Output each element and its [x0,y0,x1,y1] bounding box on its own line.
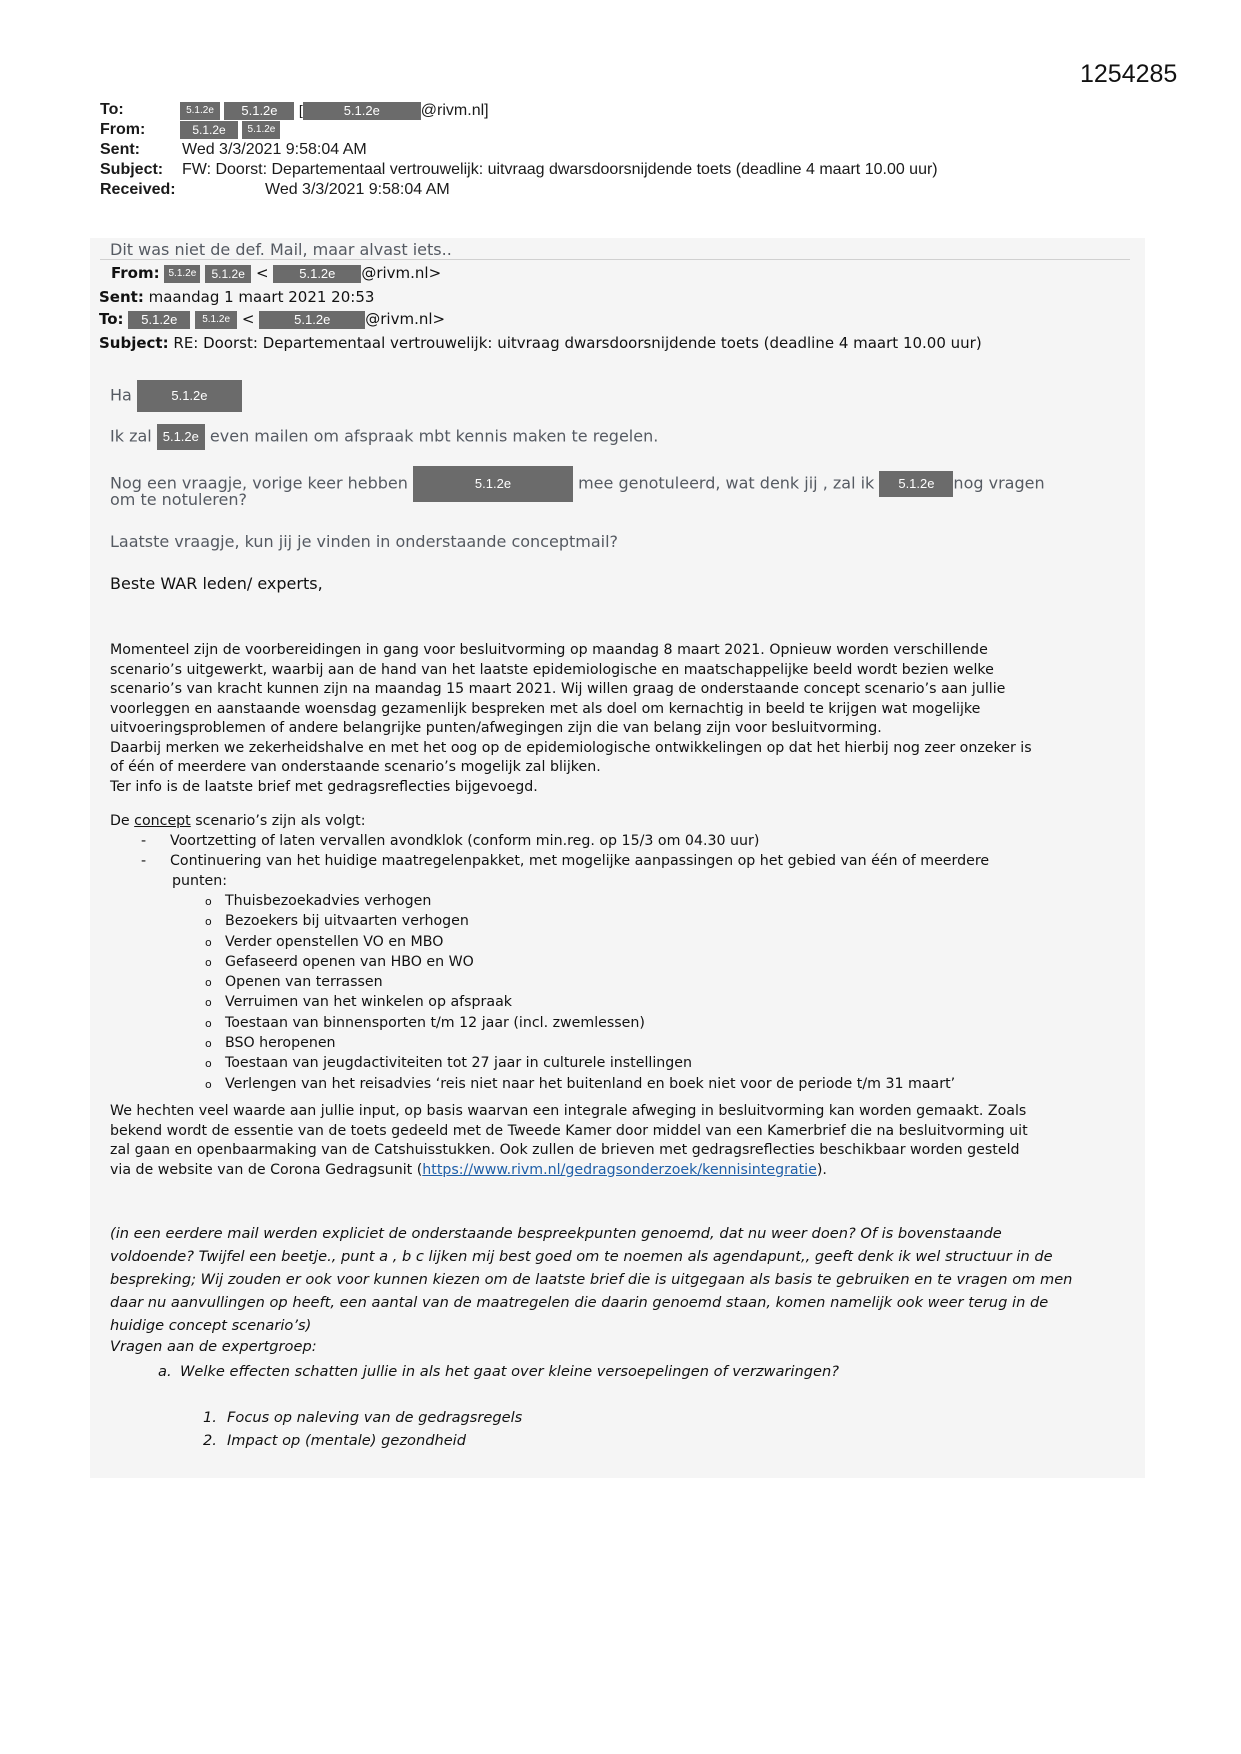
redaction-box: 5.1.2e [195,311,237,329]
concept-paragraph-2: We hechten veel waarde aan jullie input, op basis waarvan een integrale afweging in besluitvorming kan worden gemaakt. Zoals bekend wordt de essentie van de toets gedeeld met de Tweede Kamer door middel van een Kamerbrief die na besluitvorming uit zal gaan en openbaarmaking van de Catshuisstukken. Ook zullen de brieven met gedragsreflecties beschikbaar worden gesteld via de website van de Corona Gedragsunit (https://www.rivm.nl/gedragsonderzoek/kennisintegratie). [110,1103,1028,1178]
message-line-2: Nog een vraagje, vorige keer hebben 5.1.2e mee genotuleerd, wat denk jij , zal ik 5.1.2e nog vragen [110,466,1045,502]
forward-subject-row: Subject: RE: Doorst: Departementaal vertrouwelijk: uitvraag dwarsdoorsnijdende toets (deadline 4 maart 10.00 uur) [99,334,982,352]
from-label: From: [100,121,146,138]
redaction-box: 5.1.2e [205,265,251,283]
forward-intro: Dit was niet de def. Mail, maar alvast iets.. [110,240,452,259]
redaction-box: 5.1.2e [224,102,294,120]
document-number: 1254285 [1080,60,1178,88]
redaction-box: 5.1.2e [879,471,953,497]
sub-question-1-marker: 1. [203,1409,217,1426]
message-line-2-cont: om te notuleren? [110,490,247,509]
scenario-intro: De concept scenario’s zijn als volgt: [110,813,366,829]
subject-label: Subject: [100,161,164,178]
scenario-item-1: Voortzetting of laten vervallen avondklok (conform min.reg. op 15/3 om 04.30 uur) [170,833,760,849]
message-line-1: Ik zal 5.1.2e even mailen om afspraak mbt kennis maken te regelen. [110,424,658,450]
redaction-box: 5.1.2e [303,102,421,120]
dash-bullet: - [141,833,147,849]
to-email-domain: @rivm.nl] [420,102,489,119]
circle-bullet-icon: o [205,976,212,990]
redaction-box: 5.1.2e [164,265,200,283]
scenario-item-2: Continuering van het huidige maatregelenpakket, met mogelijke aanpassingen op het gebied van één of meerdere [170,853,990,869]
sub-question-1: Focus op naleving van de gedragsregels [227,1409,523,1426]
circle-bullet-icon: o [205,935,212,949]
divider [100,259,1130,260]
received-value: Wed 3/3/2021 9:58:04 AM [265,181,450,198]
sent-label: Sent: [100,141,140,158]
circle-bullet-icon: o [205,895,212,908]
sent-value: Wed 3/3/2021 9:58:04 AM [182,141,367,158]
circle-bullet-icon: o [205,955,212,969]
circle-bullet-icon: o [205,996,212,1010]
circle-bullet-icon: o [205,915,212,929]
redaction-box: 5.1.2e [273,265,361,283]
concept-paragraph-1: Momenteel zijn de voorbereidingen in gang voor besluitvorming op maandag 8 maart 2021. Opnieuw worden verschillende scenario’s uitgewerkt, waarbij aan de hand van het laatste epidemiologische en maatschappelijke beeld wordt bezien welke scenario’s van kracht kunnen zijn na maandag 15 maart 2021. Wij willen graag de onderstaande concept scenario’s aan jullie voorleggen en aanstaande woensdag gezamenlijk bespreken met als doel om kernachtig in beeld te krijgen wat mogelijke uitvoeringsproblemen of andere belangrijke punten/afwegingen zijn die van belang zijn voor besluitvorming. Daarbij merken we zekerheidshalve en met het oog op de epidemiologische ontwikkelingen op dat het hierbij nog zeer onzeker is of één of meerdere van onderstaande scenario’s mogelijk zal blijken. Ter info is de laatste brief met gedragsreflecties bijgevoegd. [110,642,1032,795]
circle-bullet-icon: o [205,1057,212,1071]
received-label: Received: [100,181,176,198]
forward-to-row: To: 5.1.2e 5.1.2e < 5.1.2e @rivm.nl> [99,310,446,328]
redaction-box: 5.1.2e [128,311,190,329]
redaction-box: 5.1.2e [180,121,238,139]
redaction-box: 5.1.2e [242,121,280,139]
circle-bullet-icon: o [205,1077,212,1091]
to-label: To: [100,101,124,118]
forward-sent-row: Sent: maandag 1 maart 2021 20:53 [99,288,375,306]
redaction-box: 5.1.2e [413,466,573,502]
forward-from-row: From: 5.1.2e 5.1.2e < 5.1.2e @rivm.nl> [111,264,442,282]
redaction-box: 5.1.2e [137,380,242,412]
salutation: Beste WAR leden/ experts, [110,574,323,593]
sub-question-2-marker: 2. [203,1432,217,1449]
redaction-box: 5.1.2e [180,102,220,120]
redaction-box: 5.1.2e [157,424,205,450]
message-line-3: Laatste vraagje, kun jij je vinden in onderstaande conceptmail? [110,532,619,551]
kennisintegratie-link[interactable]: https://www.rivm.nl/gedragsonderzoek/kennisintegratie [422,1161,817,1178]
question-a-marker: a. [158,1363,172,1380]
sub-question-2: Impact op (mentale) gezondheid [227,1432,467,1449]
greeting-line: Ha 5.1.2e [110,380,242,412]
circle-bullet-icon: o [205,1037,212,1051]
question-a: Welke effecten schatten jullie in als het gaat over kleine versoepelingen of verzwaringen? [180,1363,839,1380]
scenario-item-2-cont: punten: [172,873,228,889]
redaction-box: 5.1.2e [259,311,365,329]
dash-bullet: - [141,853,147,869]
subject-value: FW: Doorst: Departementaal vertrouwelijk: uitvraag dwarsdoorsnijdende toets (deadline 4 maart 10.00 uur) [182,161,938,178]
circle-bullet-icon: o [205,1016,212,1030]
internal-note: (in een eerdere mail werden expliciet de onderstaande bespreekpunten genoemd, dat nu weer doen? Of is bovenstaande voldoende? Twijfel een beetje., punt a , b c lijken mij best goed om te noemen als agendapunt,, geeft denk ik wel structuur in de bespreking; Wij zouden er ook voor kunnen kiezen om de laatste brief die is uitgegaan als basis te gebruiken en te vragen om men daar nu aanvullingen op heeft, een aantal van de maatregelen die daarin genoemd staan, komen namelijk ook weer terug in de huidige concept scenario’s) Vragen aan de expertgroep: [110,1225,1073,1355]
